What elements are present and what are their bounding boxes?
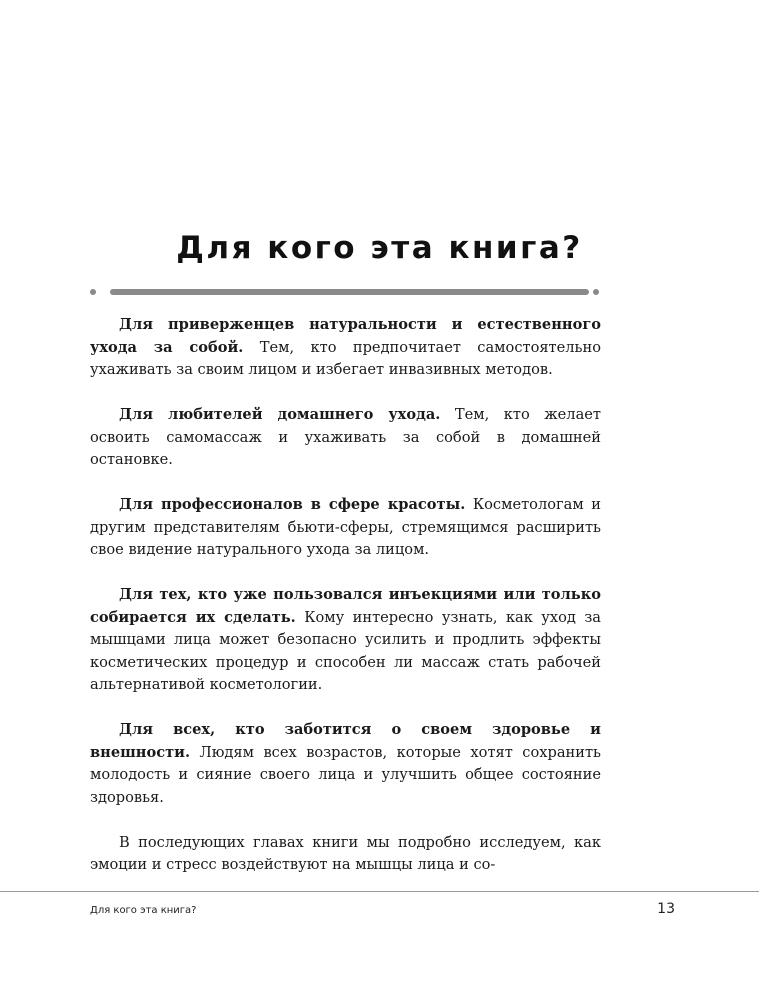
body-text bbox=[90, 314, 601, 899]
divider-right-dot bbox=[593, 289, 599, 295]
page-number: 13 bbox=[657, 901, 675, 917]
paragraph-lead: Для любителей домашнего ухода. bbox=[119, 406, 441, 423]
paragraph-home-care bbox=[90, 404, 601, 472]
paragraph-next-chapters bbox=[90, 832, 601, 877]
paragraph-text: Тем, кто предпочитает самостоятельно ухаживать за своим лицом и избегает инвазивных методов. bbox=[90, 338, 601, 378]
divider-bar bbox=[110, 289, 589, 295]
paragraph-text: Кому интересно узнать, как уход за мышцами лица может безопасно усилить и продлить эффекты косметических процедур и способен ли массаж стать рабочей альтернативой косметологии. bbox=[90, 608, 601, 693]
paragraph-text: Косметологам и другим представителям бьюти-сферы, стремящимся расширить свое видение натурального ухода за лицом. bbox=[90, 496, 601, 558]
paragraph-text: В последующих главах книги мы подробно исследуем, как эмоции и стресс воздействуют на мышцы лица и со- bbox=[90, 833, 601, 873]
page-title: Для кого эта книга? bbox=[176, 230, 583, 266]
running-head: Для кого эта книга? bbox=[90, 905, 197, 916]
paragraph-text: Людям всех возрастов, которые хотят сохранить молодость и сияние своего лица и улучшить общее состояние здоровья. bbox=[90, 743, 601, 806]
divider-left-dot bbox=[90, 289, 96, 295]
title-divider bbox=[90, 288, 599, 296]
paragraph-lead: Для приверженцев натуральности и естественного ухода за собой. bbox=[90, 316, 601, 356]
paragraph-lead: Для профессионалов в сфере красоты. bbox=[119, 496, 466, 513]
paragraph-injections bbox=[90, 584, 601, 697]
paragraph-everyone bbox=[90, 719, 601, 809]
paragraph-professionals bbox=[90, 494, 601, 562]
paragraph-text: Тем, кто желает освоить самомассаж и ухаживать за собой в домашней остановке. bbox=[90, 406, 601, 468]
paragraph-lead: Для тех, кто уже пользовался инъекциями или только собирается их сделать. bbox=[90, 586, 601, 626]
footer-divider bbox=[0, 891, 759, 892]
paragraph-lead: Для всех, кто заботится о своем здоровье и внешности. bbox=[90, 721, 601, 761]
paragraph-natural bbox=[90, 314, 601, 382]
